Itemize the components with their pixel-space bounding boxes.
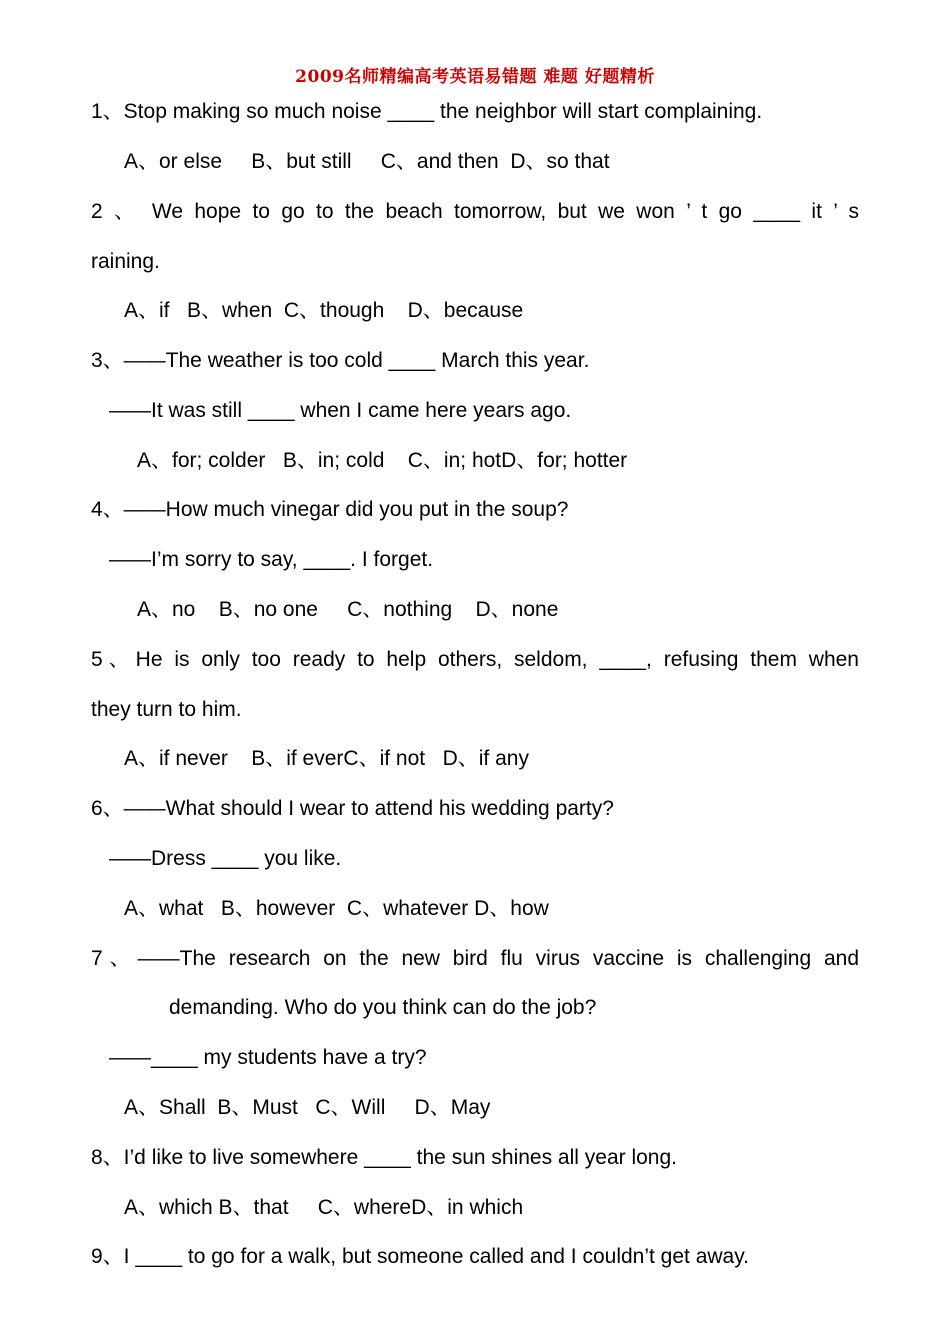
question-2-stem: 2 、 We hope to go to the beach tomorrow, but we won ’ t go ____ it ’ s [91, 200, 859, 223]
question-4-dialog-reply: ——I’m sorry to say, ____. I forget. [109, 548, 434, 571]
question-7-stem-continued: demanding. Who do you think can do the job? [169, 996, 597, 1019]
question-2-stem-continued: raining. [91, 250, 160, 273]
question-3-options: A、for; colder B、in; cold C、in; hotD、for; hotter [137, 449, 628, 472]
question-8-options: A、which B、that C、whereD、in which [124, 1196, 524, 1219]
question-8-stem: 8、I’d like to live somewhere ____ the sun shines all year long. [91, 1146, 677, 1169]
question-5-stem: 5、He is only too ready to help others, seldom, ____, refusing them when [91, 648, 859, 671]
question-2-options: A、if B、when C、though D、because [124, 299, 524, 322]
question-7-dialog-reply: ——____ my students have a try? [109, 1046, 427, 1069]
question-7-options: A、Shall B、Must C、Will D、May [124, 1096, 491, 1119]
question-1-stem: 1、Stop making so much noise ____ the neighbor will start complaining. [91, 100, 763, 123]
question-7-stem: 7、——The research on the new bird flu virus vaccine is challenging and [91, 947, 859, 970]
question-1-options: A、or else B、but still C、and then D、so that [124, 150, 610, 173]
question-6-stem: 6、——What should I wear to attend his wedding party? [91, 797, 614, 820]
question-4-options: A、no B、no one C、nothing D、none [137, 598, 559, 621]
question-9-stem: 9、I ____ to go for a walk, but someone called and I couldn’t get away. [91, 1245, 750, 1268]
question-3-stem: 3、——The weather is too cold ____ March this year. [91, 349, 590, 372]
question-6-dialog-reply: ——Dress ____ you like. [109, 847, 342, 870]
question-6-options: A、what B、however C、whatever D、how [124, 897, 549, 920]
question-3-dialog-reply: ——It was still ____ when I came here years ago. [109, 399, 572, 422]
page-title: 2009名师精编高考英语易错题 难题 好题精析 [295, 67, 655, 87]
question-5-stem-continued: they turn to him. [91, 698, 242, 721]
question-5-options: A、if never B、if everC、if not D、if any [124, 747, 529, 770]
question-4-stem: 4、——How much vinegar did you put in the soup? [91, 498, 569, 521]
